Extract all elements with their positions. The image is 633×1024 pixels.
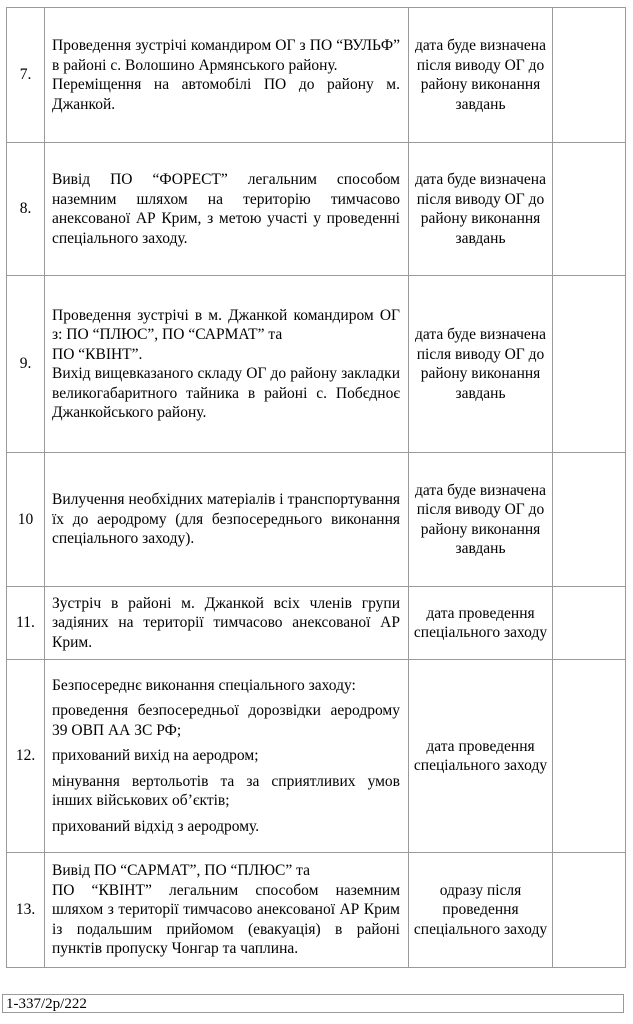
row-date: дата буде визначена після виводу ОГ до району виконання завдань [409,276,553,453]
row-empty-cell [553,453,626,587]
table-row [7,8,626,143]
description-line: прихований вихід на аеродром; [52,747,259,765]
table-row [7,587,626,660]
description-line: Вивід ПО “САРМАТ”, ПО “ПЛЮС” та [52,862,310,880]
row-description [45,143,409,276]
row-number: 10 [7,453,45,587]
description-line: Безпосереднє виконання спеціального заходу: [52,676,356,694]
row-number: 11. [7,587,45,660]
row-date: дата буде визначена після виводу ОГ до району виконання завдань [409,8,553,143]
row-number: 7. [7,8,45,143]
row-empty-cell [553,276,626,453]
row-description [45,853,409,968]
description-line: мінування вертольотів та за сприятливих умов інших військових об’єктів; [52,772,400,810]
row-description [45,660,409,853]
table-row [7,276,626,453]
row-number: 9. [7,276,45,453]
description-line: прихований відхід з аеродрому. [52,817,260,835]
action-plan-table [6,7,626,968]
row-description [45,276,409,453]
description-line: Проведення зустрічі в м. Джанкой командиром ОГ з: ПО “ПЛЮС”, ПО “САРМАТ” та [52,306,400,343]
description-line: Вилучення необхідних матеріалів і транспортування їх до аеродрому (для безпосереднього виконання спеціального заходу). [52,491,400,548]
row-empty-cell [553,587,626,660]
row-description [45,587,409,660]
row-date: дата буде визначена після виводу ОГ до району виконання завдань [409,453,553,587]
row-number: 13. [7,853,45,968]
description-line: Вихід вищевказаного складу ОГ до району закладки великогабаритного тайника в районі с. Побєдноє Джанкойського району. [52,365,400,421]
row-number: 12. [7,660,45,853]
table-row [7,143,626,276]
description-line: ПО “КВІНТ” легальним способом наземним шляхом з території тимчасово анексованої АР Крим із подальшим прийомом (евакуація) в районі пунктів пропуску Чонгар та чаплина. [52,881,400,958]
description-line: ПО “КВІНТ”. [52,345,143,363]
description-line: Проведення зустрічі командиром ОГ з ПО “ВУЛЬФ” в районі с. Волошино Армянського району. [52,37,400,74]
row-number: 8. [7,143,45,276]
table-row [7,660,626,853]
row-empty-cell [553,8,626,143]
description-line: Вивід ПО “ФОРЕСТ” легальним способом наземним шляхом на територію тимчасово анексованої АР Крим, з метою участі у проведенні спеціального заходу. [52,171,400,247]
row-date: дата проведення спеціального заходу [409,587,553,660]
table-row [7,453,626,587]
description-line: проведення безпосередньої дорозвідки аеродрому 39 ОВП АА ЗС РФ; [52,702,400,739]
row-empty-cell [553,853,626,968]
row-date: дата буде визначена після виводу ОГ до району виконання завдань [409,143,553,276]
row-empty-cell [553,143,626,276]
row-description [45,8,409,143]
row-empty-cell [553,660,626,853]
row-description [45,453,409,587]
row-date: дата проведення спеціального заходу [409,660,553,853]
table-row [7,853,626,968]
document-footer-code: 1-337/2р/222 [2,994,624,1013]
description-line: Переміщення на автомобілі ПО до району м. Джанкой. [52,76,400,113]
description-line: Зустріч в районі м. Джанкой всіх членів групи задіяних на території тимчасово анексованої АР Крим. [52,594,400,651]
row-date: одразу після проведення спеціального заходу [409,853,553,968]
